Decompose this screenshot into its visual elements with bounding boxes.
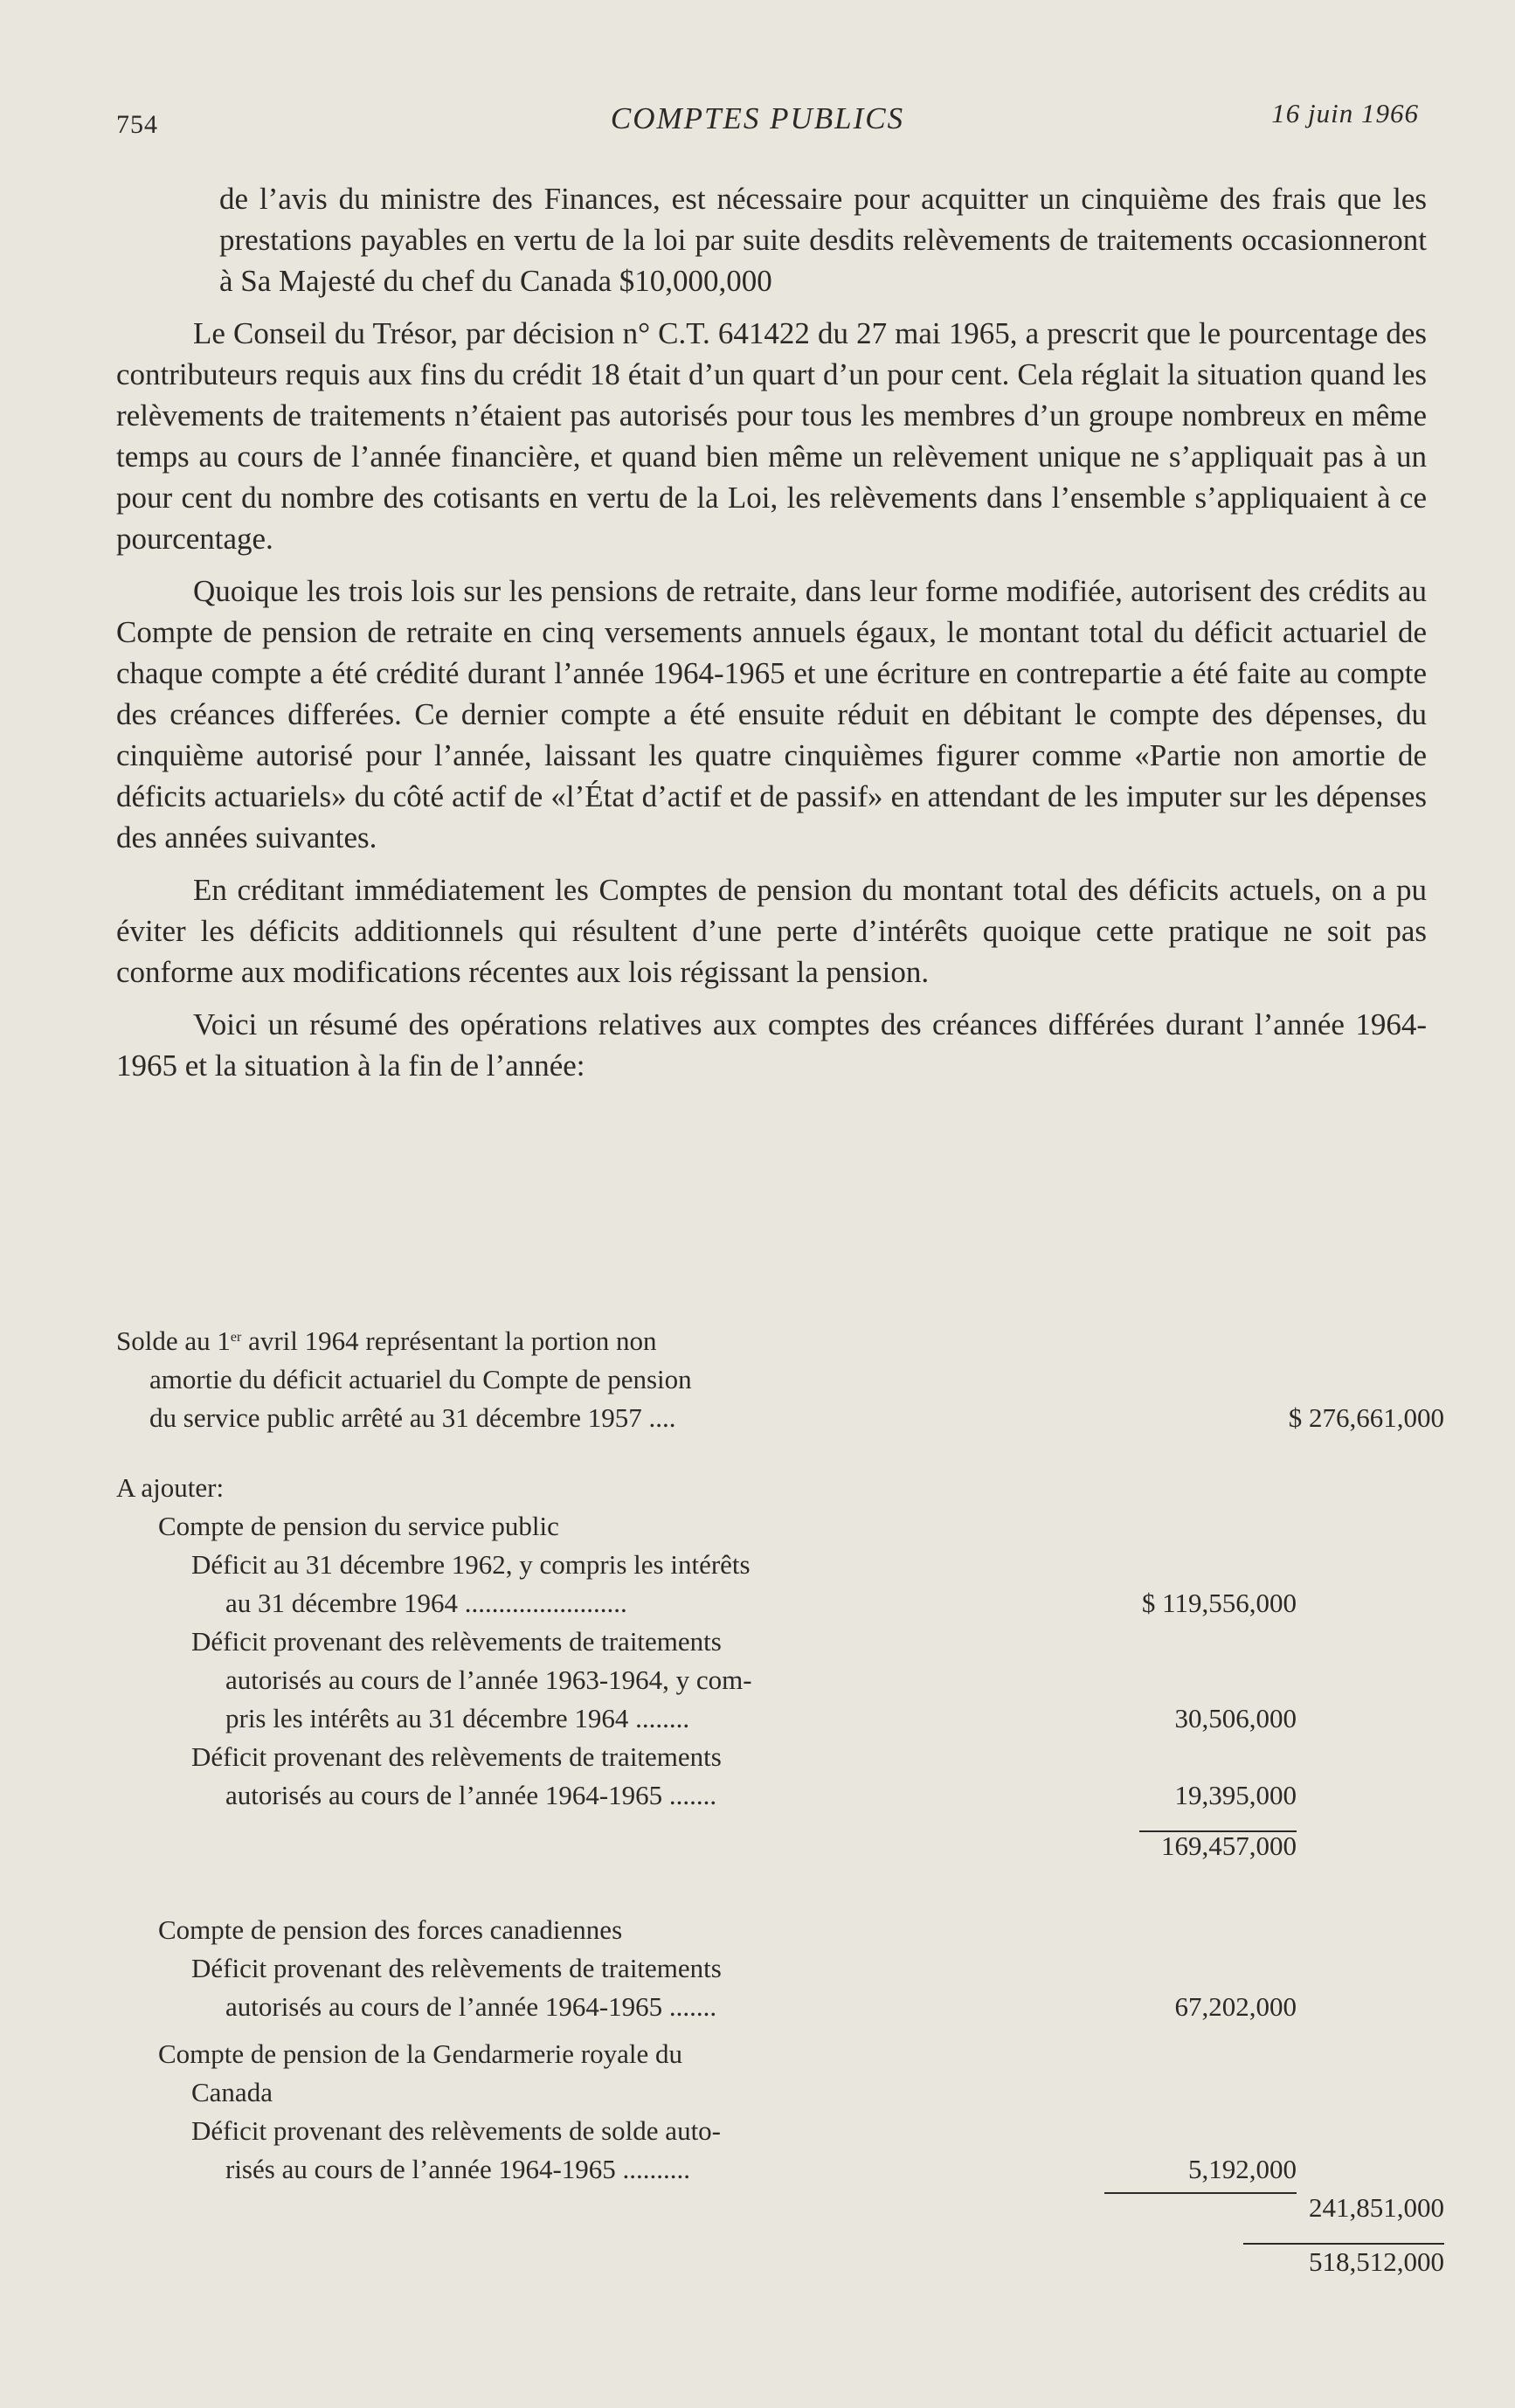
ledger-row xyxy=(116,1322,1444,1360)
grand-total-amount: 518,512,000 xyxy=(1309,2246,1444,2277)
ledger-row xyxy=(116,1399,1444,1437)
ledger-row xyxy=(116,2227,1444,2281)
account-heading: Compte de pension du service public xyxy=(158,1511,559,1541)
subtotal-rule xyxy=(1104,2192,1297,2194)
ledger-row xyxy=(116,1469,1444,1507)
ledger-row xyxy=(116,2073,1444,2112)
opening-text: amortie du déficit actuariel du Compte de pension xyxy=(149,1364,692,1394)
ledger-row xyxy=(116,1360,1444,1399)
account-heading: Compte de pension de la Gendarmerie royale du xyxy=(158,2038,682,2069)
ledger-row xyxy=(116,1988,1444,2026)
ordinal-superscript: er xyxy=(230,1330,242,1345)
ledger-row xyxy=(116,2189,1444,2227)
paragraph: En créditant immédiatement les Comptes de pension du montant total des déficits actuels, on a pu éviter les déficits additionnels qui résultent d’une perte d’intérêts quoique cette pratique ne soit pas conforme aux modifications récentes aux lois régissant la pension. xyxy=(116,873,1427,989)
item-text: Déficit provenant des relèvements de solde auto- xyxy=(191,2115,721,2146)
ledger-row xyxy=(116,1815,1444,1865)
page-number: 754 xyxy=(116,110,158,139)
added-total-amount: 241,851,000 xyxy=(1309,2192,1444,2223)
paragraph: Le Conseil du Trésor, par décision n° C.T. 641422 du 27 mai 1965, a prescrit que le pourcentage des contributeurs requis aux fins du crédit 18 était d’un quart d’un pour cent. Cela réglait la situation quand les relèvements de traitements n’étaient pas autorisés pour tous les membres d’un groupe nombreux en même temps au cours de l’année financière, et quand bien même un relèvement unique ne s’appliquait pas à un pour cent du nombre des cotisants en vertu de la Loi, les relèvements dans l’ensemble s’appliquaient à ce pourcentage. xyxy=(116,316,1427,556)
running-title: COMPTES PUBLICS xyxy=(610,101,905,135)
ledger-row xyxy=(116,1949,1444,1988)
item-text: Déficit au 31 décembre 1962, y compris les intérêts xyxy=(191,1549,751,1580)
item-amount: 19,395,000 xyxy=(1174,1780,1297,1810)
deferred-charges-statement xyxy=(116,1322,1444,2281)
header-date: 16 juin 1966 xyxy=(1271,98,1419,128)
paragraph: Voici un résumé des opérations relatives aux comptes des créances différées durant l’année 1964-1965 et la situation à la fin de l’année: xyxy=(116,1007,1427,1083)
paragraph: Quoique les trois lois sur les pensions de retraite, dans leur forme modifiée, autorisent des crédits au Compte de pension de retraite en cinq versements annuels égaux, le montant total du déficit actuariel de chaque compte a été crédité durant l’année 1964-1965 et une écriture en contrepartie a été faite au compte des créances differées. Ce dernier compte a été ensuite réduit en débitant le compte des dépenses, du cinquième autorisé pour l’année, laissant les quatre cinquièmes figurer comme «Partie non amortie de déficits actuariels» du côté actif de «l’État d’actif et de passif» en attendant de les imputer sur les dépenses des années suivantes. xyxy=(116,574,1427,855)
ledger-row xyxy=(116,2035,1444,2073)
ledger-row xyxy=(116,1623,1444,1661)
item-text: risés au cours de l’année 1964-1965 .......... xyxy=(225,2154,691,2184)
ledger-row xyxy=(116,1584,1444,1623)
item-text: au 31 décembre 1964 ........................ xyxy=(225,1588,627,1618)
ledger-row xyxy=(116,1546,1444,1584)
ledger-row xyxy=(116,1699,1444,1738)
ledger-row xyxy=(116,1911,1444,1949)
ledger-row xyxy=(116,2112,1444,2150)
opening-text: avril 1964 représentant la portion non xyxy=(241,1325,657,1356)
ledger-row xyxy=(116,2150,1444,2189)
ledger-row xyxy=(116,1507,1444,1546)
ledger-row xyxy=(116,1661,1444,1699)
paragraph: de l’avis du ministre des Finances, est nécessaire pour acquitter un cinquième des frais que les prestations payables en vertu de la loi par suite desdits relèvements de traitements occasionneront à Sa Majesté du chef du Canada $10,000,000 xyxy=(219,182,1427,298)
account-heading: Compte de pension des forces canadiennes xyxy=(158,1914,623,1945)
item-text: autorisés au cours de l’année 1963-1964, y com- xyxy=(225,1664,752,1695)
opening-balance-amount: $ 276,661,000 xyxy=(1288,1402,1444,1433)
ledger-row xyxy=(116,1738,1444,1776)
add-label: A ajouter: xyxy=(116,1472,225,1503)
item-text: pris les intérêts au 31 décembre 1964 ........ xyxy=(225,1703,690,1733)
item-text: Déficit provenant des relèvements de traitements xyxy=(191,1626,722,1657)
opening-text: du service public arrêté au 31 décembre 1957 .... xyxy=(149,1402,676,1433)
account-heading: Canada xyxy=(191,2077,273,2107)
opening-text: Solde au 1 xyxy=(116,1325,231,1356)
item-amount: 67,202,000 xyxy=(1174,1991,1297,2022)
item-text: Déficit provenant des relèvements de traitements xyxy=(191,1741,722,1772)
item-text: autorisés au cours de l’année 1964-1965 ....... xyxy=(225,1991,717,2022)
item-text: autorisés au cours de l’année 1964-1965 ....... xyxy=(225,1780,717,1810)
ledger-row xyxy=(116,1776,1444,1815)
item-amount: 30,506,000 xyxy=(1174,1703,1297,1733)
page-header xyxy=(0,98,1515,142)
body-text xyxy=(116,178,1427,1097)
subtotal-amount: 169,457,000 xyxy=(1161,1830,1297,1861)
item-amount: 5,192,000 xyxy=(1188,2154,1297,2184)
item-text: Déficit provenant des relèvements de traitements xyxy=(191,1953,722,1983)
item-amount: $ 119,556,000 xyxy=(1141,1588,1297,1618)
